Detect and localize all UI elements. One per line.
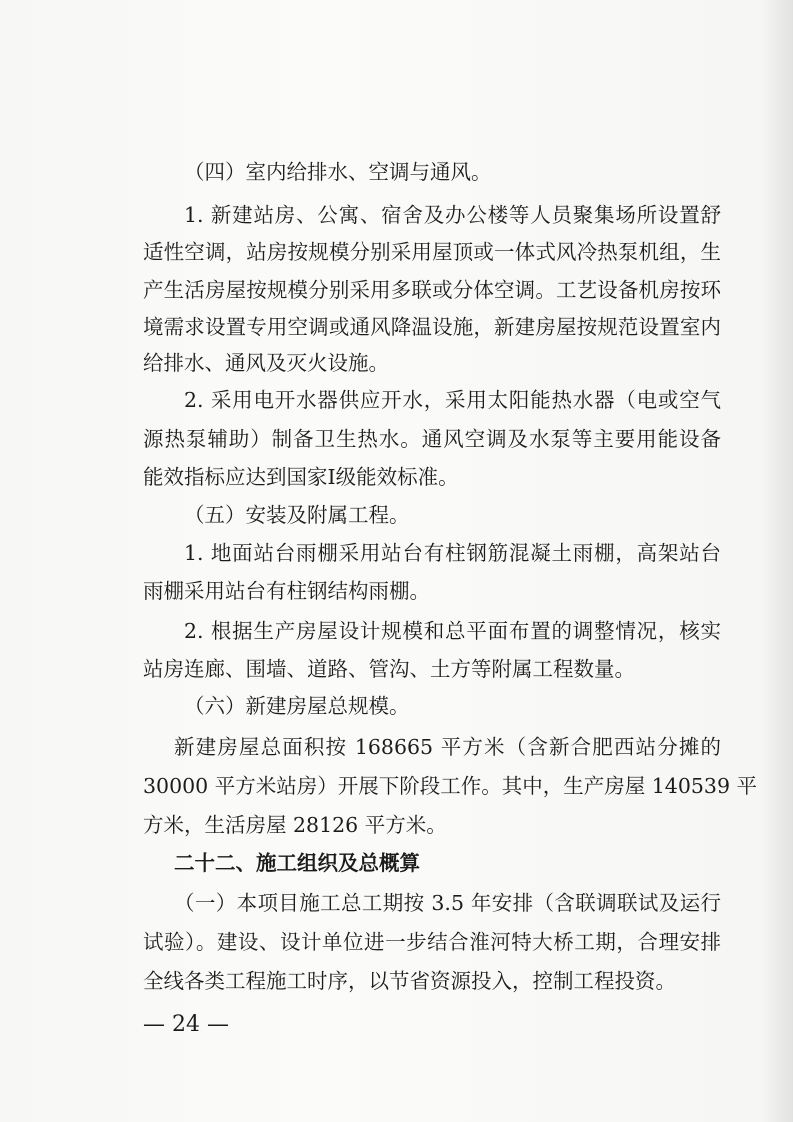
chapter-22-sub-1-line-2: 试验）。建设、设计单位进一步结合淮河特大桥工期，合理安排 — [143, 930, 721, 954]
section-4-item-2-line-2: 源热泵辅助）制备卫生热水。通风空调及水泵等主要用能设备 — [143, 427, 721, 451]
section-6-body-line-3: 方米，生活房屋 28126 平方米。 — [143, 813, 447, 837]
section-5-heading: （五）安装及附属工程。 — [184, 503, 410, 527]
section-4-item-2-line-1: 2. 采用电开水器供应开水，采用太阳能热水器（电或空气 — [184, 388, 721, 412]
section-4-heading: （四）室内给排水、空调与通风。 — [184, 160, 492, 184]
section-4-item-1-line-5: 给排水、通风及灭火设施。 — [143, 351, 389, 375]
page-number: — 24 — — [143, 1012, 229, 1037]
chapter-22-sub-1-line-3: 全线各类工程施工时序，以节省资源投入，控制工程投资。 — [143, 969, 676, 993]
section-6-body-line-2: 30000 平方米站房）开展下阶段工作。其中，生产房屋 140539 平 — [143, 774, 758, 798]
section-5-item-2-line-2: 站房连廊、围墙、道路、管沟、土方等附属工程数量。 — [143, 657, 635, 681]
chapter-22-sub-1-line-1: （一）本项目施工总工期按 3.5 年安排（含联调联试及运行 — [174, 891, 721, 915]
chapter-22-heading: 二十二、施工组织及总概算 — [174, 851, 420, 875]
section-4-item-1-line-1: 1. 新建站房、公寓、宿舍及办公楼等人员聚集场所设置舒 — [184, 203, 721, 227]
section-6-body-line-1: 新建房屋总面积按 168665 平方米（含新合肥西站分摊的 — [174, 735, 721, 759]
section-4-item-2-line-3: 能效指标应达到国家Ⅰ级能效标准。 — [143, 465, 459, 489]
section-6-heading: （六）新建房屋总规模。 — [184, 694, 410, 718]
section-5-item-1-line-1: 1. 地面站台雨棚采用站台有柱钢筋混凝土雨棚，高架站台 — [184, 541, 721, 565]
section-4-item-1-line-2: 适性空调，站房按规模分别采用屋顶或一体式风冷热泵机组，生 — [143, 240, 721, 264]
section-4-item-1-line-3: 产生活房屋按规模分别采用多联或分体空调。工艺设备机房按环 — [143, 278, 721, 302]
section-4-item-1-line-4: 境需求设置专用空调或通风降温设施，新建房屋按规范设置室内 — [143, 315, 721, 339]
section-5-item-1-line-2: 雨棚采用站台有柱钢结构雨棚。 — [143, 579, 430, 603]
section-5-item-2-line-1: 2. 根据生产房屋设计规模和总平面布置的调整情况，核实 — [184, 619, 721, 643]
